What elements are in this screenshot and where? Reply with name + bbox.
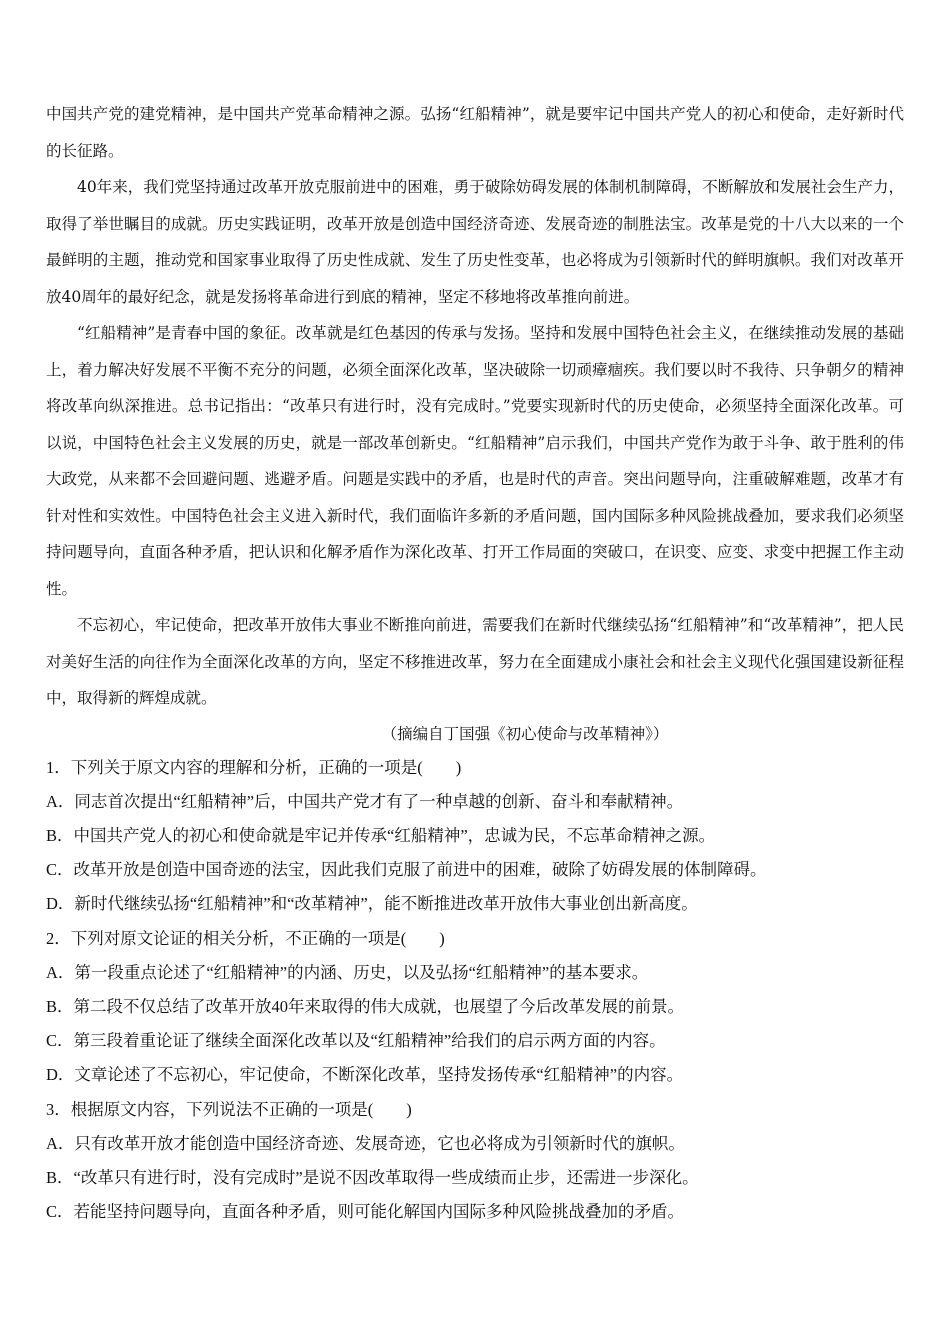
article-paragraph-1: 中国共产党的建党精神，是中国共产党革命精神之源。弘扬“红船精神”，就是要牢记中国共产党人的初心和使命，走好新时代的长征路。 <box>46 105 904 160</box>
option-c: C．若能坚持问题导向，直面各种矛盾，则可能化解国内国际多种风险挑战叠加的矛盾。 <box>46 1202 685 1222</box>
question-stem: 3．根据原文内容，下列说法不正确的一项是( ) <box>46 1099 412 1119</box>
option-a: A．只有改革开放才能创造中国经济奇迹、发展奇迹，它也必将成为引领新时代的旗帜。 <box>46 1133 685 1153</box>
option-a: A．同志首次提出“红船精神”后，中国共产党才有了一种卓越的创新、奋斗和奉献精神。 <box>46 791 684 811</box>
question-2 <box>46 922 904 1093</box>
option-b: B．第二段不仅总结了改革开放40年来取得的伟大成就，也展望了今后改革发展的前景。 <box>46 996 685 1016</box>
question-1 <box>46 751 904 922</box>
option-c: C．改革开放是创造中国奇迹的法宝，因此我们克服了前进中的困难，破除了妨碍发展的体制障碍。 <box>46 860 767 880</box>
article-source: （摘编自丁国强《初心使命与改革精神》） <box>381 724 669 743</box>
article-paragraph-4: 不忘初心，牢记使命，把改革开放伟大事业不断推向前进，需要我们在新时代继续弘扬“红船精神”和“改革精神”，把人民对美好生活的向往作为全面深化改革的方向，坚定不移推进改革，努力在全面建成小康社会和社会主义现代化强国建设新征程中，取得新的辉煌成就。 <box>46 616 904 707</box>
question-3 <box>46 1093 904 1230</box>
question-stem: 2．下列对原文论证的相关分析，不正确的一项是( ) <box>46 928 445 948</box>
question-stem: 1．下列关于原文内容的理解和分析，正确的一项是( ) <box>46 757 462 777</box>
document-page <box>46 96 904 1229</box>
article-paragraph-3: “红船精神”是青春中国的象征。改革就是红色基因的传承与发扬。坚持和发展中国特色社会主义，在继续推动发展的基础上，着力解决好发展不平衡不充分的问题，必须全面深化改革，坚决破除一切顽瘴痼疾。我们要以时不我待、只争朝夕的精神将改革向纵深推进。总书记指出：“改革只有进行时，没有完成时。”党要实现新时代的历史使命，必须坚持全面深化改革。可以说，中国特色社会主义发展的历史，就是一部改革创新史。“红船精神”启示我们，中国共产党作为敢于斗争、敢于胜利的伟大政党，从来都不会回避问题、逃避矛盾。问题是实践中的矛盾，也是时代的声音。突出问题导向，注重破解难题，改革才有针对性和实效性。中国特色社会主义进入新时代，我们面临许多新的矛盾问题，国内国际多种风险挑战叠加，要求我们必须坚持问题导向，直面各种矛盾，把认识和化解矛盾作为深化改革、打开工作局面的突破口，在识变、应变、求变中把握工作主动性。 <box>46 324 904 598</box>
option-d: D．文章论述了不忘初心，牢记使命，不断深化改革，坚持发扬传承“红船精神”的内容。 <box>46 1065 684 1085</box>
option-b: B．中国共产党人的初心和使命就是牢记并传承“红船精神”，忠诚为民，不忘革命精神之源。 <box>46 825 716 845</box>
option-b: B．“改革只有进行时，没有完成时”是说不因改革取得一些成绩而止步，还需进一步深化。 <box>46 1167 699 1187</box>
option-a: A．第一段重点论述了“红船精神”的内涵、历史，以及弘扬“红船精神”的基本要求。 <box>46 962 649 982</box>
option-c: C．第三段着重论证了继续全面深化改革以及“红船精神”给我们的启示两方面的内容。 <box>46 1031 666 1051</box>
option-d: D．新时代继续弘扬“红船精神”和“改革精神”，能不断推进改革开放伟大事业创出新高度。 <box>46 894 698 914</box>
article-paragraph-2: 40年来，我们党坚持通过改革开放克服前进中的困难，勇于破除妨碍发展的体制机制障碍，不断解放和发展社会生产力，取得了举世瞩目的成就。历史实践证明，改革开放是创造中国经济奇迹、发展奇迹的制胜法宝。改革是党的十八大以来的一个最鲜明的主题，推动党和国家事业取得了历史性成就、发生了历史性变革，也必将成为引领新时代的鲜明旗帜。我们对改革开放40周年的最好纪念，就是发扬将革命进行到底的精神，坚定不移地将改革推向前进。 <box>46 178 904 306</box>
